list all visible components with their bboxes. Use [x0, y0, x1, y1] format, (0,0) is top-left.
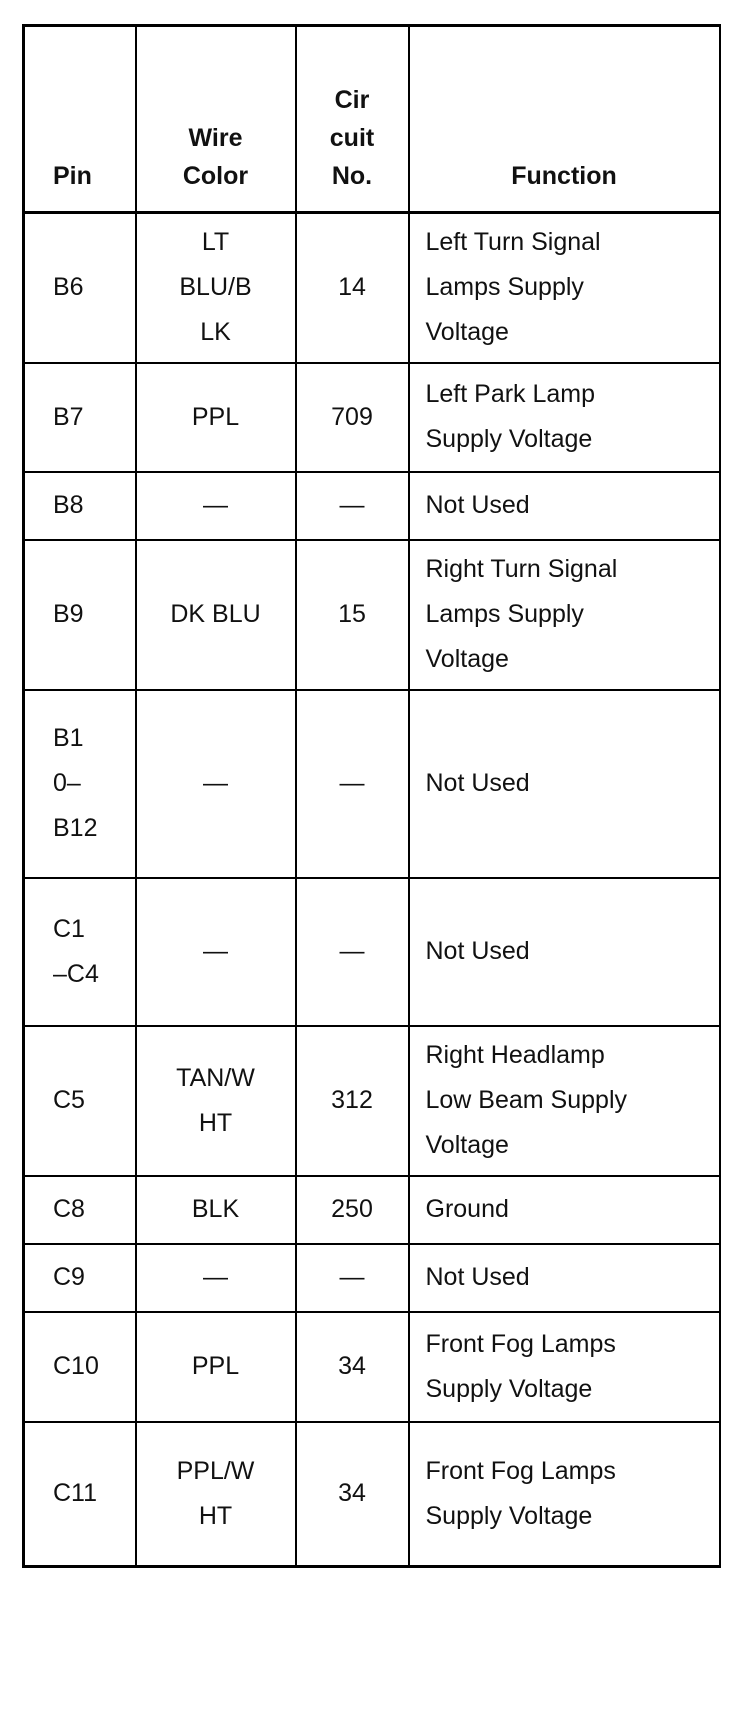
- circuit-no-cell: 250: [296, 1176, 409, 1244]
- table-row: [24, 1176, 720, 1244]
- function-cell-line: Right Headlamp: [425, 1041, 605, 1069]
- header-wire-color-line: Wire: [188, 124, 243, 152]
- pin-cell-line: B6: [53, 273, 84, 302]
- function-cell-line: Supply Voltage: [425, 425, 593, 453]
- pin-cell: [24, 540, 136, 690]
- circuit-no-cell: 34: [296, 1422, 409, 1567]
- pin-cell: [24, 213, 136, 363]
- table-row: [24, 878, 720, 1026]
- pin-cell-line: 0–: [53, 769, 81, 797]
- function-cell: [409, 363, 720, 472]
- function-cell-line: Ground: [425, 1195, 509, 1223]
- pin-cell-line: B8: [53, 491, 84, 519]
- table-row: [24, 363, 720, 472]
- function-cell-line: Front Fog Lamps: [425, 1329, 616, 1358]
- circuit-no-cell: —: [296, 878, 409, 1026]
- header-wire-color-line: Color: [182, 162, 249, 190]
- circuit-no-cell: 34: [296, 1312, 409, 1422]
- pin-cell-line: B7: [53, 402, 84, 431]
- wire-color-cell: [136, 1026, 296, 1176]
- function-cell-line: Not Used: [425, 491, 530, 519]
- function-cell-line: Voltage: [425, 645, 509, 673]
- pin-cell: [24, 1312, 136, 1422]
- connector-pinout-table: [22, 24, 721, 1568]
- wire-color-cell-line: LT: [201, 228, 230, 257]
- function-cell-line: Lamps Supply: [425, 273, 584, 302]
- wire-color-cell-line: —: [203, 769, 228, 797]
- wire-color-cell-line: BLK: [191, 1195, 240, 1223]
- pin-cell: [24, 363, 136, 472]
- function-cell-line: Not Used: [425, 937, 530, 965]
- table-row: [24, 472, 720, 540]
- table-row: [24, 213, 720, 363]
- function-cell: [409, 1176, 720, 1244]
- function-cell-line: Lamps Supply: [425, 600, 584, 628]
- pin-cell-line: C11: [53, 1479, 98, 1508]
- wire-color-cell-line: —: [203, 491, 228, 519]
- table-header-row: [24, 26, 720, 213]
- wire-color-cell: [136, 690, 296, 878]
- wire-color-cell: [136, 1176, 296, 1244]
- wire-color-cell: [136, 540, 296, 690]
- function-cell-line: Left Park Lamp: [425, 380, 596, 408]
- header-wire-color: [136, 26, 296, 213]
- table-row: [24, 1422, 720, 1567]
- pin-cell-line: C5: [53, 1086, 85, 1114]
- circuit-no-cell: 709: [296, 363, 409, 472]
- function-cell-line: Supply Voltage: [425, 1501, 593, 1530]
- wire-color-cell-line: PPL: [191, 1352, 240, 1380]
- pin-cell: [24, 1026, 136, 1176]
- function-cell-line: Voltage: [425, 318, 509, 347]
- wire-color-cell-line: PPL/W: [176, 1456, 255, 1485]
- function-cell: [409, 472, 720, 540]
- circuit-no-cell: 312: [296, 1026, 409, 1176]
- header-pin: Pin: [24, 26, 136, 213]
- pin-cell-line: C10: [53, 1352, 99, 1380]
- header-circuit-no: [296, 26, 409, 213]
- wire-color-cell: [136, 878, 296, 1026]
- circuit-no-cell: 15: [296, 540, 409, 690]
- function-cell: [409, 213, 720, 363]
- table-row: [24, 1312, 720, 1422]
- pin-cell: [24, 878, 136, 1026]
- wire-color-cell: [136, 472, 296, 540]
- table-body: [24, 213, 720, 1567]
- pin-cell: [24, 690, 136, 878]
- circuit-no-cell: 14: [296, 213, 409, 363]
- function-cell-line: Low Beam Supply: [425, 1086, 628, 1114]
- wire-color-cell: [136, 213, 296, 363]
- function-cell: [409, 1312, 720, 1422]
- wire-color-cell: [136, 1244, 296, 1312]
- circuit-no-cell: —: [296, 690, 409, 878]
- function-cell-line: Voltage: [425, 1131, 509, 1159]
- pin-cell-line: C1: [53, 914, 85, 943]
- function-cell-line: Supply Voltage: [425, 1374, 593, 1403]
- pin-cell-line: B9: [53, 600, 84, 628]
- wire-color-cell-line: PPL: [191, 402, 240, 431]
- function-cell: [409, 878, 720, 1026]
- circuit-no-cell: —: [296, 472, 409, 540]
- table-row: [24, 1244, 720, 1312]
- function-cell-line: Front Fog Lamps: [425, 1456, 616, 1485]
- wire-color-cell-line: —: [203, 937, 228, 965]
- circuit-no-cell: —: [296, 1244, 409, 1312]
- wire-color-cell-line: LK: [200, 318, 231, 347]
- wire-color-cell-line: TAN/W: [176, 1063, 255, 1092]
- pin-cell: [24, 1422, 136, 1567]
- header-function: Function: [409, 26, 720, 213]
- pin-cell-line: C9: [53, 1263, 85, 1291]
- pin-cell: [24, 472, 136, 540]
- pin-cell: [24, 1176, 136, 1244]
- pin-cell-line: B1: [53, 724, 84, 752]
- pin-cell: [24, 1244, 136, 1312]
- wire-color-cell: [136, 1312, 296, 1422]
- wire-color-cell-line: HT: [198, 1501, 233, 1530]
- pin-cell-line: C8: [53, 1195, 85, 1223]
- function-cell-line: Left Turn Signal: [425, 228, 601, 257]
- wire-color-cell: [136, 363, 296, 472]
- wire-color-cell: [136, 1422, 296, 1567]
- function-cell: [409, 690, 720, 878]
- table-row: [24, 1026, 720, 1176]
- header-circuit-no-line: Cir: [334, 86, 370, 114]
- connector-pinout-table-wrapper: [22, 24, 721, 1568]
- wire-color-cell-line: —: [203, 1263, 228, 1291]
- header-circuit-no-line: cuit: [329, 124, 375, 152]
- function-cell: [409, 540, 720, 690]
- function-cell: [409, 1026, 720, 1176]
- pin-cell-line: –C4: [53, 959, 99, 988]
- function-cell: [409, 1422, 720, 1567]
- pin-cell-line: B12: [53, 814, 98, 842]
- wire-color-cell-line: HT: [198, 1108, 233, 1137]
- function-cell-line: Not Used: [425, 769, 530, 797]
- function-cell-line: Right Turn Signal: [425, 555, 618, 583]
- table-row: [24, 540, 720, 690]
- wire-color-cell-line: BLU/B: [179, 273, 252, 302]
- header-circuit-no-line: No.: [331, 162, 373, 190]
- function-cell: [409, 1244, 720, 1312]
- function-cell-line: Not Used: [425, 1263, 530, 1291]
- wire-color-cell-line: DK BLU: [170, 600, 261, 628]
- table-row: [24, 690, 720, 878]
